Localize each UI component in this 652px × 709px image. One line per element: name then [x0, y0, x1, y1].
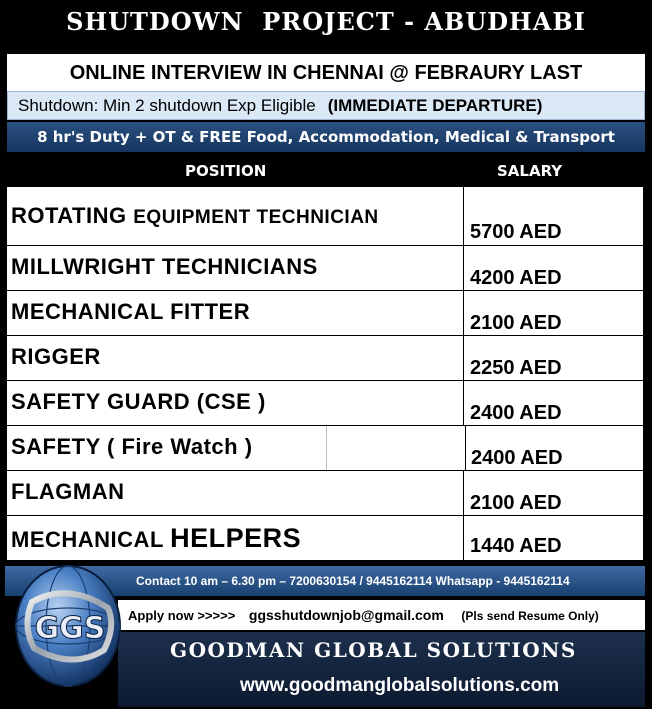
table-row: [7, 246, 643, 291]
position-label-large: HELPERS: [170, 523, 302, 553]
table-row: [7, 471, 643, 516]
position-column-header: POSITION: [185, 162, 267, 180]
company-name: GOODMAN GLOBAL SOLUTIONS: [170, 638, 577, 662]
apply-label: Apply now >>>>>: [128, 608, 236, 623]
position-label: ROTATING: [11, 203, 127, 228]
salary-cell: 2250 AED: [470, 357, 562, 379]
departure-text: (IMMEDIATE DEPARTURE): [327, 96, 543, 115]
email-link[interactable]: ggsshutdownjob@gmail.com: [248, 607, 444, 623]
resume-note: (Pls send Resume Only): [461, 609, 599, 623]
table-row: [7, 381, 643, 426]
ggs-logo-icon: [12, 562, 124, 707]
table-row: [7, 426, 643, 471]
eligibility-banner: [7, 91, 645, 120]
brand-banner: [118, 632, 645, 707]
logo-text: GGS: [34, 611, 106, 646]
page-title: SHUTDOWN PROJECT - ABUDHABI: [0, 0, 652, 46]
position-cell: RIGGER: [7, 336, 464, 380]
salary-cell: 2100 AED: [470, 312, 562, 334]
position-cell: [7, 187, 464, 245]
table-row: [7, 187, 643, 246]
salary-cell: 4200 AED: [470, 267, 562, 289]
website-link[interactable]: www.goodmanglobalsolutions.com: [240, 675, 560, 696]
position-label-small: EQUIPMENT TECHNICIAN: [133, 207, 379, 228]
table-row: [7, 291, 643, 336]
footer: [0, 562, 652, 709]
position-cell: MECHANICAL FITTER: [7, 291, 464, 335]
position-cell: [7, 516, 464, 560]
table-header: [0, 157, 652, 185]
position-cell: SAFETY ( Fire Watch ): [7, 426, 327, 470]
apply-bar: [118, 600, 645, 630]
salary-cell: 2400 AED: [470, 402, 562, 424]
position-cell: FLAGMAN: [7, 471, 464, 515]
benefits-banner: 8 hr's Duty + OT & FREE Food, Accommodation, Medical & Transport: [7, 122, 645, 152]
interview-banner: ONLINE INTERVIEW IN CHENNAI @ FEBRAURY LAST: [7, 54, 645, 91]
positions-table: [7, 187, 643, 560]
contact-bar: Contact 10 am – 6.30 pm – 7200630154 / 9445162114 Whatsapp - 9445162114: [5, 566, 645, 596]
table-row: [7, 336, 643, 381]
shutdown-text: Shutdown: Min 2 shutdown Exp Eligible: [18, 96, 316, 115]
salary-cell: 2100 AED: [470, 492, 562, 514]
salary-cell: 5700 AED: [470, 221, 562, 243]
position-cell: MILLWRIGHT TECHNICIANS: [7, 246, 464, 290]
table-row: [7, 516, 643, 560]
salary-cell: 2400 AED: [465, 426, 643, 470]
position-label: MECHANICAL: [11, 527, 164, 552]
salary-column-header: SALARY: [497, 162, 563, 180]
salary-cell: 1440 AED: [470, 535, 562, 557]
position-cell: SAFETY GUARD (CSE ): [7, 381, 464, 425]
